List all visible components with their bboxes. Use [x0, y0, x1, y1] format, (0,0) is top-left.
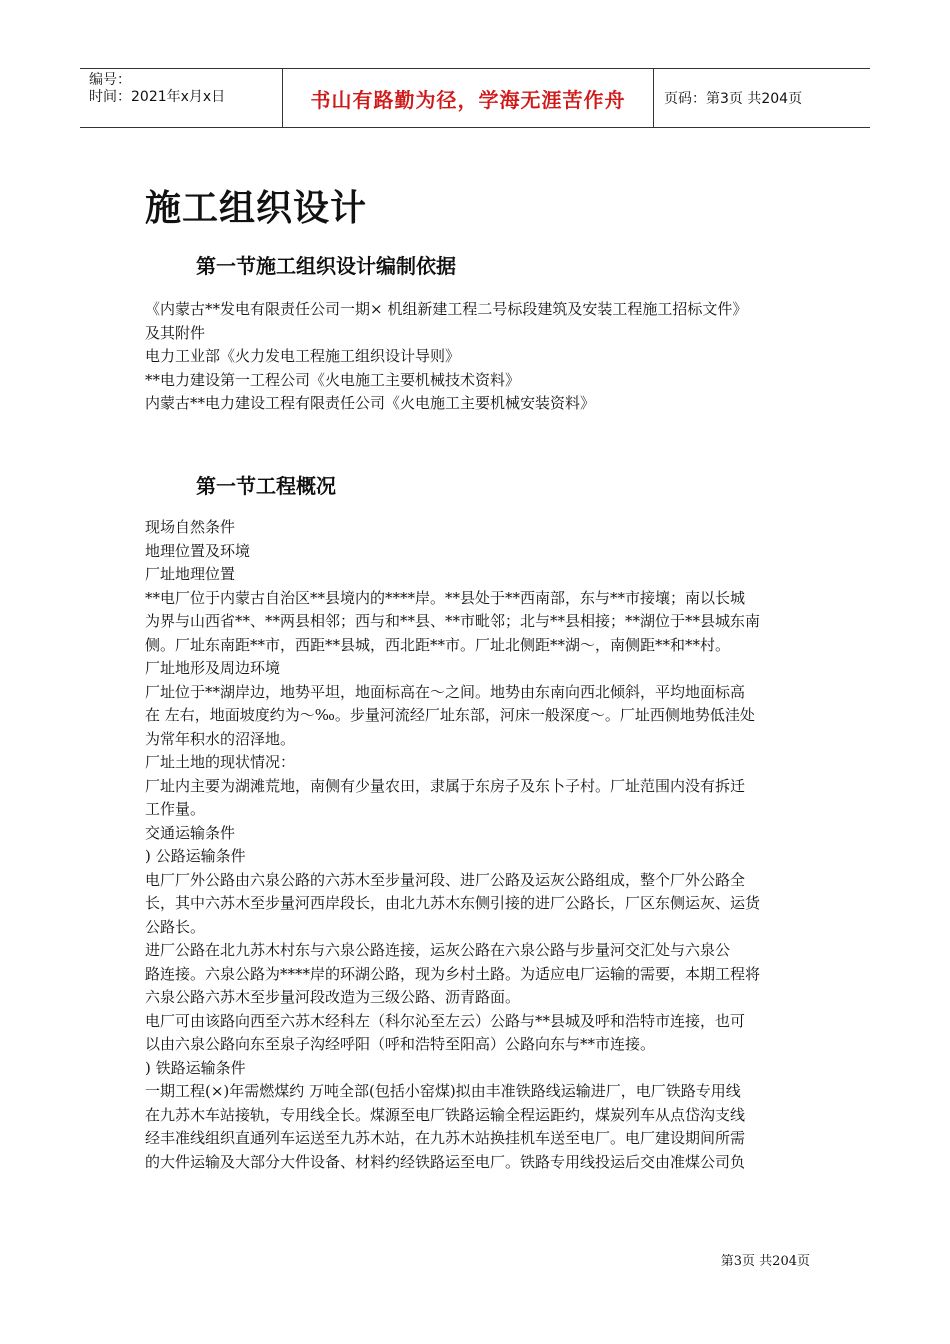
text-line: 厂址位于**湖岸边，地势平坦，地面标高在～之间。地势由东南向西北倾斜，平均地面标高: [145, 682, 746, 701]
text-line: 公路长。: [145, 917, 206, 936]
text-line: 为常年积水的沼泽地。: [145, 729, 296, 748]
text-line: 厂址内主要为湖滩荒地，南侧有少量农田，隶属于东房子及东卜子村。厂址范围内没有拆迁: [145, 776, 746, 795]
text-line: 厂址土地的现状情况：: [145, 753, 296, 771]
section-basis-body: [145, 298, 813, 416]
text-line: 现场自然条件: [145, 518, 236, 536]
header-motto: 书山有路勤为径，学海无涯苦作舟: [282, 69, 654, 127]
text-line: 厂址地形及周边环境: [145, 659, 281, 677]
document-title: 施工组织设计: [145, 188, 368, 229]
text-line: 的大件运输及大部分大件设备、材料约经铁路运至电厂。铁路专用线投运后交由准煤公司负: [145, 1152, 746, 1171]
date-label: 时间：2021年x月x日: [89, 89, 226, 105]
text-line: 侧。厂址东南距**市，西距**县城，西北距**市。厂址北侧距**湖～，南侧距**和**村。: [145, 635, 731, 654]
number-label: 编号：: [89, 72, 131, 88]
text-line: 一期工程(×)年需燃煤约 万吨全部(包括小窑煤)拟由丰准铁路线运输进厂，电厂铁路专用线: [145, 1082, 741, 1100]
header-meta: [80, 69, 282, 127]
text-line: 交通运输条件: [145, 823, 236, 842]
page-header: [80, 68, 870, 128]
text-line: ) 公路运输条件: [145, 847, 246, 865]
text-line: **电厂位于内蒙古自治区**县境内的****岸。**县处于**西南部，东与**市接壤；南以长城: [145, 588, 746, 607]
text-line: 工作量。: [145, 800, 206, 818]
text-line: 《内蒙古**发电有限责任公司一期× 机组新建工程二号标段建筑及安装工程施工招标文件》: [145, 300, 748, 318]
text-line: 及其附件: [145, 323, 206, 342]
text-line: 六泉公路六苏木至步量河段改造为三级公路、沥青路面。: [145, 988, 521, 1006]
text-line: ) 铁路运输条件: [145, 1058, 246, 1077]
text-line: 为界与山西省**、**两县相邻；西与和**县、**市毗邻；北与**县相接；**湖位于**县城东南: [145, 612, 761, 630]
text-line: 内蒙古**电力建设工程有限责任公司《火电施工主要机械安装资料》: [145, 394, 596, 412]
section-title-basis: 第一节施工组织设计编制依据: [196, 254, 456, 278]
text-line: 进厂公路在北九苏木村东与六泉公路连接，运灰公路在六泉公路与步量河交汇处与六泉公: [145, 941, 731, 959]
text-line: **电力建设第一工程公司《火电施工主要机械技术资料》: [145, 370, 521, 389]
text-line: 经丰准线组织直通列车运送至九苏木站，在九苏木站换挂机车送至电厂。电厂建设期间所需: [145, 1129, 746, 1147]
text-line: 厂址地理位置: [145, 565, 236, 583]
footer-page-number: 第3页 共204页: [720, 1254, 810, 1269]
text-line: 地理位置及环境: [145, 541, 251, 560]
text-line: 在九苏木车站接轨，专用线全长。煤源至电厂铁路运输全程运距约，煤炭列车从点岱沟支线: [145, 1105, 746, 1124]
text-line: 电厂厂外公路由六泉公路的六苏木至步量河段、进厂公路及运灰公路组成，整个厂外公路全: [145, 870, 746, 889]
text-line: 电力工业部《火力发电工程施工组织设计导则》: [145, 347, 461, 365]
text-line: 在 左右，地面坡度约为～‰。步量河流经厂址东部，河床一般深度～。厂址西侧地势低洼处: [145, 706, 755, 724]
text-line: 以由六泉公路向东至泉子沟经呼阳（呼和浩特至阳高）公路向东与**市连接。: [145, 1035, 656, 1053]
section-overview-body: [145, 516, 813, 1174]
text-line: 电厂可由该路向西至六苏木经科左（科尔沁至左云）公路与**县城及呼和浩特市连接，也可: [145, 1011, 746, 1030]
text-line: 长，其中六苏木至步量河西岸段长，由北九苏木东侧引接的进厂公路长，厂区东侧运灰、运货: [145, 894, 761, 912]
header-page-info: 页码：第3页 共204页: [664, 91, 803, 107]
section-title-overview: 第一节工程概况: [196, 474, 336, 498]
text-line: 路连接。六泉公路为****岸的环湖公路，现为乡村土路。为适应电厂运输的需要，本期工程将: [145, 964, 761, 983]
